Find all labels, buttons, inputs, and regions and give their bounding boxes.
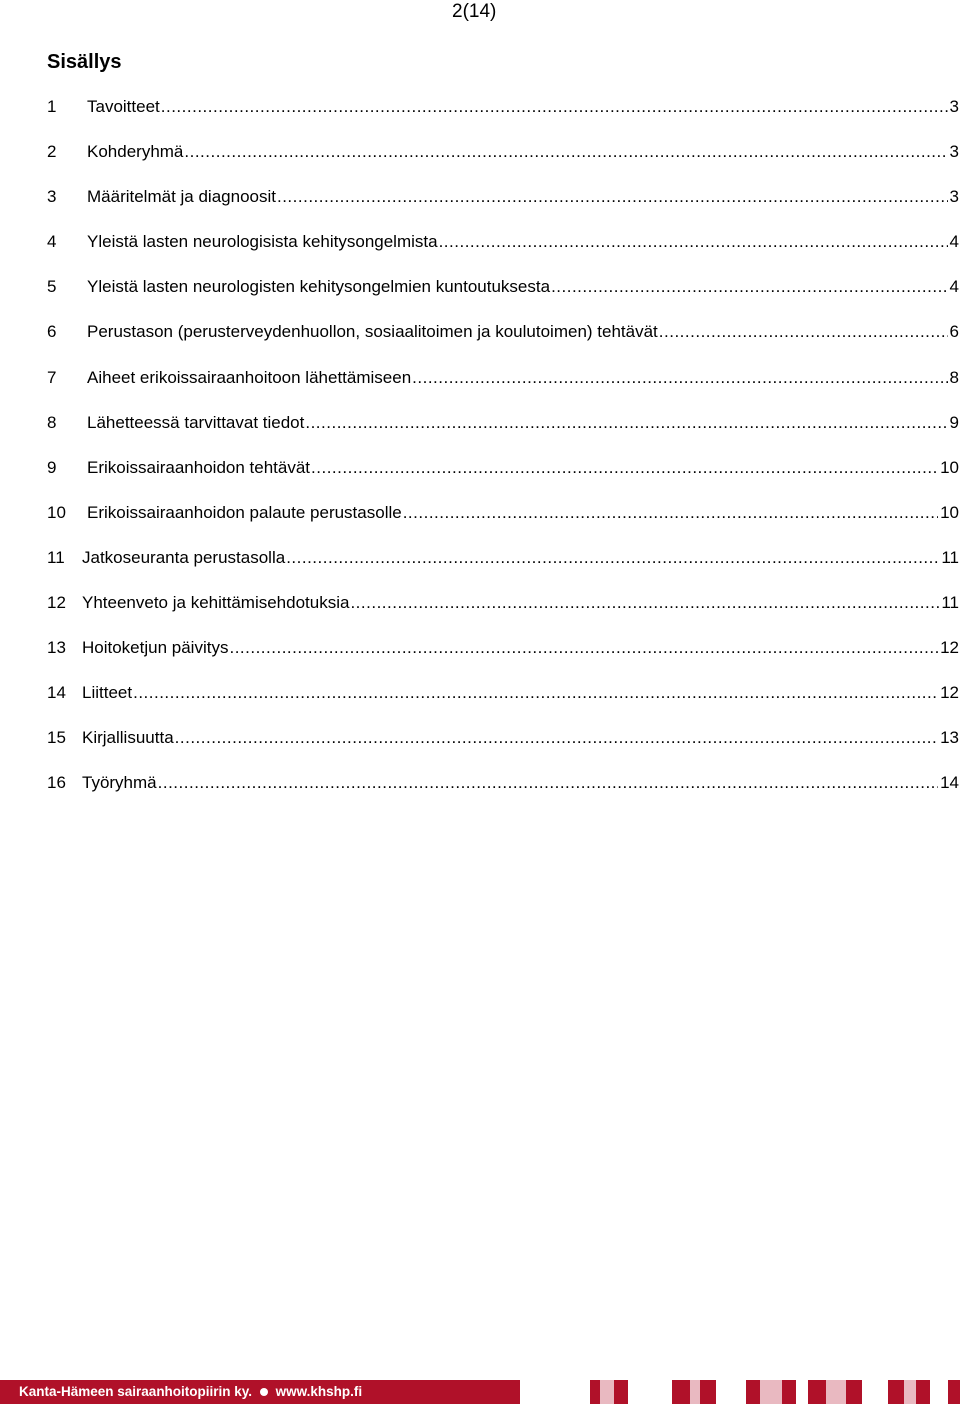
toc-entry-number: 14 (47, 683, 66, 703)
toc-entry-title: Kohderyhmä (87, 142, 184, 162)
footer-pattern-block (930, 1380, 948, 1404)
footer-pattern-block (716, 1380, 746, 1404)
toc-dot-leader (412, 368, 947, 388)
toc-entry-title: Lähetteessä tarvittavat tiedot (87, 412, 305, 432)
toc-entry-number: 4 (47, 232, 57, 252)
toc-dot-leader (277, 187, 948, 207)
footer-pattern-block (628, 1380, 672, 1404)
toc-entry-title: Liitteet (82, 683, 133, 703)
footer-pattern-block (760, 1380, 782, 1404)
toc-entry-number: 3 (47, 187, 57, 207)
toc-entry-number: 12 (47, 593, 66, 613)
toc-entry-16[interactable] (47, 773, 959, 818)
toc-entry-title: Kirjallisuutta (82, 728, 174, 748)
toc-entry-page: 8 (949, 367, 959, 387)
toc-entry-number: 7 (47, 367, 57, 387)
toc-entry-number: 16 (47, 773, 66, 793)
toc-dot-leader (659, 322, 948, 342)
toc-entry-title: Määritelmät ja diagnoosit (87, 187, 276, 207)
toc-entry-page: 11 (941, 547, 959, 567)
toc-entry-number: 5 (47, 277, 57, 297)
toc-entry-page: 13 (940, 728, 959, 748)
toc-entry-title: Erikoissairaanhoidon palaute perustasolle (87, 502, 402, 522)
toc-entry-page: 6 (949, 322, 959, 342)
toc-entry-title: Aiheet erikoissairaanhoitoon lähettämiseen (87, 367, 412, 387)
toc-heading: Sisällys (47, 51, 122, 73)
toc-entry-page: 4 (949, 277, 959, 297)
toc-entry-page: 9 (949, 412, 959, 432)
footer-pattern-block (520, 1380, 590, 1404)
toc-dot-leader (403, 503, 938, 523)
footer-text (19, 1383, 362, 1401)
toc-dot-leader (161, 97, 948, 117)
toc-entry-number: 8 (47, 412, 57, 432)
footer-organization: Kanta-Hämeen sairaanhoitopiirin ky. (19, 1384, 253, 1399)
toc-entry-number: 10 (47, 502, 66, 522)
toc-entry-14[interactable] (47, 683, 959, 728)
toc-dot-leader (350, 593, 939, 613)
toc-entry-number: 9 (47, 457, 57, 477)
toc-entry-page: 10 (940, 502, 959, 522)
toc-entry-8[interactable] (47, 413, 959, 458)
toc-entry-page: 10 (940, 457, 959, 477)
footer-bullet-icon (260, 1388, 268, 1396)
toc-entry-page: 11 (941, 593, 959, 613)
toc-dot-leader (184, 142, 947, 162)
toc-entry-5[interactable] (47, 277, 959, 322)
toc-entry-title: Erikoissairaanhoidon tehtävät (87, 457, 311, 477)
toc-entry-6[interactable] (47, 322, 959, 367)
toc-entry-12[interactable] (47, 593, 959, 638)
toc-entry-10[interactable] (47, 503, 959, 548)
toc-entry-number: 6 (47, 322, 57, 342)
toc-entry-page: 12 (940, 683, 959, 703)
toc-entry-title: Yhteenveto ja kehittämisehdotuksia (82, 593, 350, 613)
footer-pattern-block (796, 1380, 808, 1404)
toc-entry-4[interactable] (47, 232, 959, 277)
page-number: 2(14) (452, 1, 497, 22)
toc-entry-title: Hoitoketjun päivitys (82, 638, 229, 658)
footer-pattern-block (600, 1380, 614, 1404)
toc-entry-1[interactable] (47, 97, 959, 142)
table-of-contents (47, 97, 959, 819)
toc-entry-page: 3 (949, 142, 959, 162)
toc-entry-11[interactable] (47, 548, 959, 593)
toc-dot-leader (158, 773, 938, 793)
footer-pattern-block (690, 1380, 700, 1404)
toc-dot-leader (311, 458, 938, 478)
footer-pattern-block (826, 1380, 846, 1404)
footer-bar (0, 1380, 960, 1404)
toc-entry-number: 2 (47, 142, 57, 162)
footer-website-link[interactable]: www.khshp.fi (275, 1384, 363, 1399)
toc-entry-page: 4 (949, 232, 959, 252)
toc-dot-leader (229, 638, 938, 658)
toc-entry-9[interactable] (47, 458, 959, 503)
toc-entry-7[interactable] (47, 368, 959, 413)
toc-dot-leader (133, 683, 938, 703)
toc-dot-leader (175, 728, 938, 748)
toc-entry-title: Työryhmä (82, 773, 157, 793)
toc-entry-number: 15 (47, 728, 66, 748)
toc-entry-page: 12 (940, 638, 959, 658)
toc-entry-title: Yleistä lasten neurologisista kehitysongelmista (87, 232, 438, 252)
toc-entry-2[interactable] (47, 142, 959, 187)
toc-entry-number: 13 (47, 638, 66, 658)
toc-entry-title: Perustason (perusterveydenhuollon, sosiaalitoimen ja koulutoimen) tehtävät (87, 322, 658, 342)
toc-dot-leader (305, 413, 947, 433)
toc-entry-number: 11 (47, 547, 65, 567)
toc-dot-leader (551, 277, 947, 297)
toc-entry-page: 3 (949, 187, 959, 207)
footer-pattern-block (862, 1380, 888, 1404)
toc-dot-leader (286, 548, 939, 568)
toc-entry-13[interactable] (47, 638, 959, 683)
toc-entry-title: Yleistä lasten neurologisten kehitysongelmien kuntoutuksesta (87, 277, 551, 297)
toc-entry-title: Jatkoseuranta perustasolla (82, 547, 286, 567)
toc-entry-title: Tavoitteet (87, 97, 160, 116)
toc-entry-15[interactable] (47, 728, 959, 773)
footer-pattern-block (904, 1380, 916, 1404)
toc-entry-page: 14 (940, 773, 959, 793)
toc-entry-page: 3 (949, 97, 959, 116)
toc-entry-number: 1 (47, 97, 57, 116)
toc-entry-3[interactable] (47, 187, 959, 232)
toc-dot-leader (439, 232, 948, 252)
